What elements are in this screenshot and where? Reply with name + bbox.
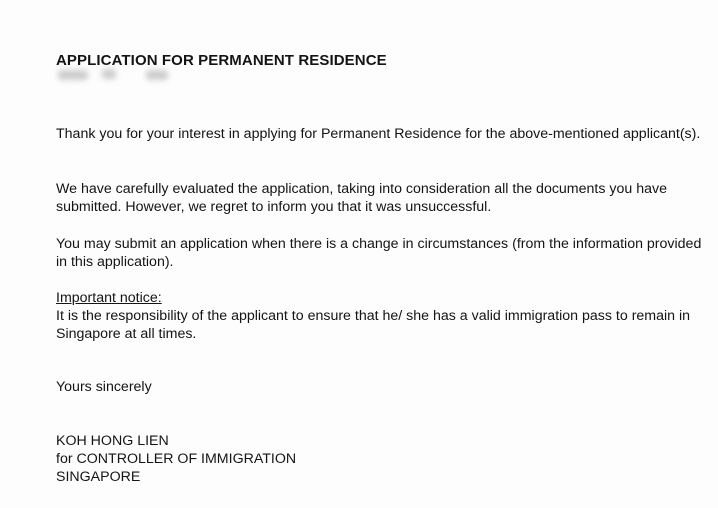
important-notice (56, 289, 706, 343)
notice-text: It is the responsibility of the applicant to ensure that he/ she has a valid immigration pass to remain in Singapore at all times. (56, 308, 691, 342)
closing: Yours sincerely (56, 379, 152, 395)
paragraph-evaluation: We have carefully evaluated the application, taking into consideration all the documents you have submitted. However, we regret to inform you that it was unsuccessful. (56, 181, 667, 215)
signatory-country: SINGAPORE (56, 469, 141, 485)
paragraph-resubmit: You may submit an application when there is a change in circumstances (from the information provided in this application). (56, 236, 702, 270)
letter-title: APPLICATION FOR PERMANENT RESIDENCE (56, 52, 387, 69)
notice-label: Important notice: (56, 290, 162, 306)
signatory-role: for CONTROLLER OF IMMIGRATION (56, 451, 297, 467)
signatory-name: KOH HONG LIEN (56, 433, 169, 449)
redacted-reference (58, 68, 178, 80)
paragraph-interest: Thank you for your interest in applying for Permanent Residence for the above-mentioned applicant(s). (56, 126, 701, 142)
signature-block (56, 432, 706, 486)
